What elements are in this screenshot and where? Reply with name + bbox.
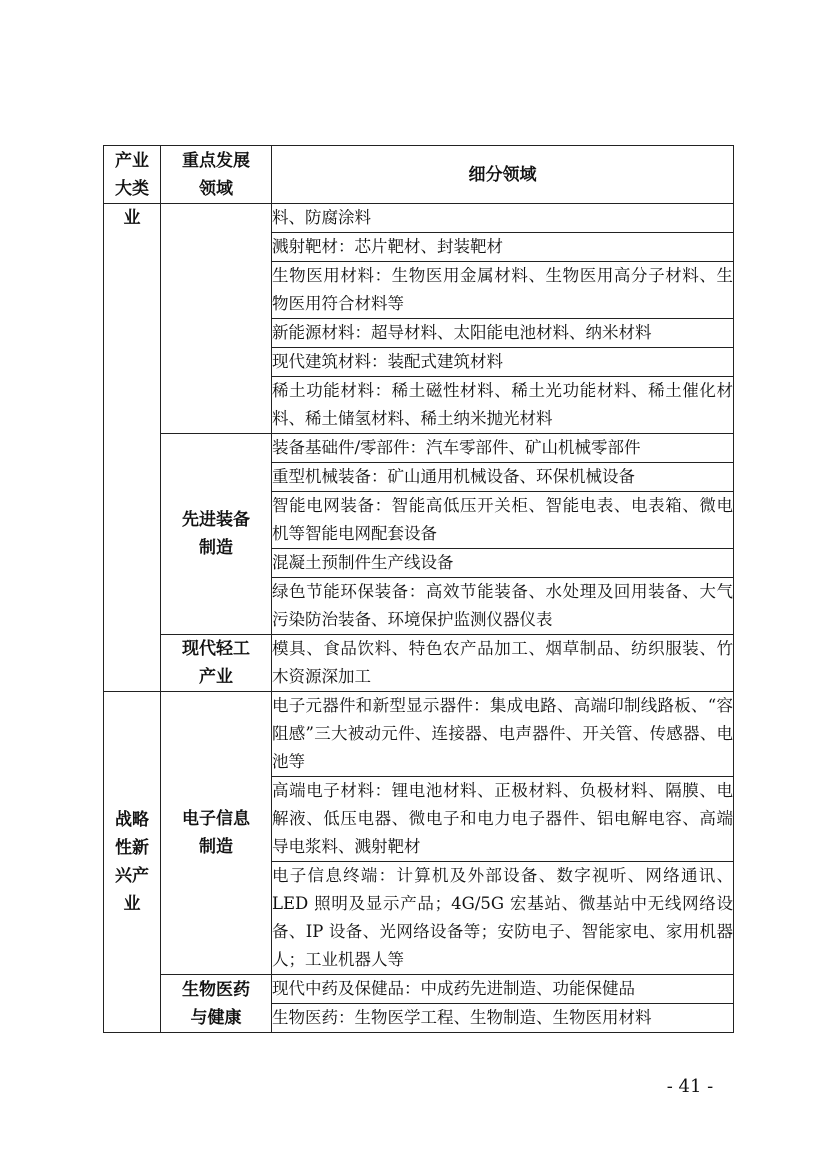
- header-sub-area: 细分领域: [272, 146, 734, 204]
- detail-cell: 绿色节能环保装备：高效节能装备、水处理及回用装备、大气污染防治装备、环境保护监测仪器仪表: [272, 578, 734, 635]
- header-category: 产业大类: [104, 146, 161, 204]
- category-cell: 业: [104, 204, 161, 692]
- key-area-cell: 生物医药与健康: [161, 975, 272, 1033]
- key-area-cell: 先进装备制造: [161, 434, 272, 635]
- key-area-cell: 电子信息制造: [161, 692, 272, 975]
- detail-cell: 智能电网装备：智能高低压开关柜、智能电表、电表箱、微电机等智能电网配套设备: [272, 492, 734, 549]
- detail-cell: 电子信息终端：计算机及外部设备、数字视听、网络通讯、LED 照明及显示产品；4G/5G 宏基站、微基站中无线网络设备、IP 设备、光网络设备等；安防电子、智能家电、家用机器人；工业机器人等: [272, 862, 734, 975]
- detail-cell: 生物医药：生物医学工程、生物制造、生物医用材料: [272, 1004, 734, 1033]
- detail-cell: 高端电子材料：锂电池材料、正极材料、负极材料、隔膜、电解液、低压电器、微电子和电力电子器件、铝电解电容、高端导电浆料、溅射靶材: [272, 777, 734, 862]
- table-row: [104, 204, 734, 233]
- detail-cell: 溅射靶材：芯片靶材、封装靶材: [272, 233, 734, 262]
- detail-cell: 现代中药及保健品：中成药先进制造、功能保健品: [272, 975, 734, 1004]
- detail-cell: 重型机械装备：矿山通用机械设备、环保机械设备: [272, 463, 734, 492]
- table-row: [104, 434, 734, 463]
- detail-cell: 模具、食品饮料、特色农产品加工、烟草制品、纺织服装、竹木资源深加工: [272, 635, 734, 692]
- table-row: [104, 975, 734, 1004]
- detail-cell: 装备基础件/零部件：汽车零部件、矿山机械零部件: [272, 434, 734, 463]
- table-row: [104, 635, 734, 692]
- table-header-row: [104, 146, 734, 204]
- detail-cell: 新能源材料：超导材料、太阳能电池材料、纳米材料: [272, 319, 734, 348]
- detail-cell: 稀土功能材料：稀土磁性材料、稀土光功能材料、稀土催化材料、稀土储氢材料、稀土纳米抛光材料: [272, 377, 734, 434]
- detail-cell: 混凝土预制件生产线设备: [272, 549, 734, 578]
- page-number: - 41 -: [666, 1076, 714, 1097]
- header-key-area: 重点发展领域: [161, 146, 272, 204]
- key-area-cell: 现代轻工产业: [161, 635, 272, 692]
- category-cell: 战略性新兴产业: [104, 692, 161, 1033]
- detail-cell: 料、防腐涂料: [272, 204, 734, 233]
- detail-cell: 现代建筑材料：装配式建筑材料: [272, 348, 734, 377]
- detail-cell: 生物医用材料：生物医用金属材料、生物医用高分子材料、生物医用符合材料等: [272, 262, 734, 319]
- detail-cell: 电子元器件和新型显示器件：集成电路、高端印制线路板、“容阻感”三大被动元件、连接器、电声器件、开关管、传感器、电池等: [272, 692, 734, 777]
- key-area-cell: [161, 204, 272, 434]
- industry-table: [103, 145, 734, 1033]
- table-row: [104, 692, 734, 777]
